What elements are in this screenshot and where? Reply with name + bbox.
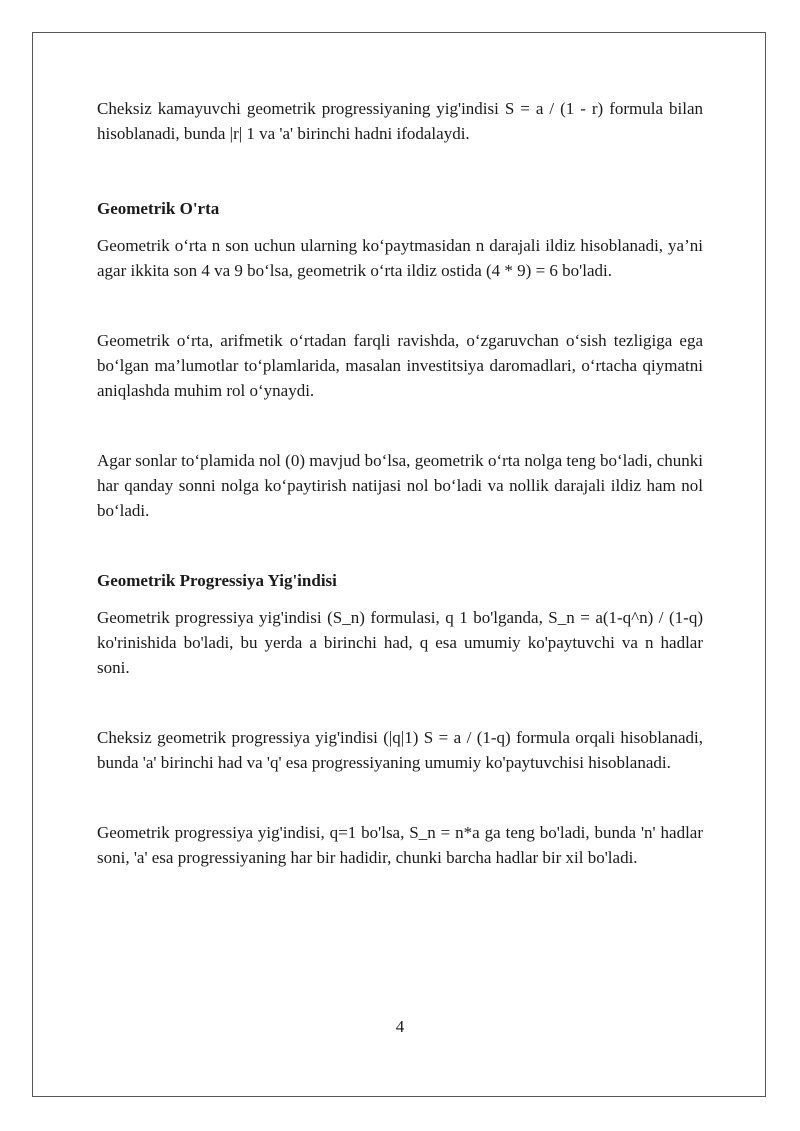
paragraph-finite-sum-formula: Geometrik progressiya yig'indisi (S_n) formulasi, q 1 bo'lganda, S_n = a(1-q^n) / (1-q) ko'rinishida bo'ladi, bu yerda a birinchi had, q esa umumiy ko'paytuvchi va n hadlar soni. xyxy=(97,608,703,677)
document-body xyxy=(97,96,703,870)
paragraph-geometric-mean-definition: Geometrik o‘rta n son uchun ularning ko‘paytmasidan n darajali ildiz hisoblanadi, ya’ni agar ikkita son 4 va 9 bo‘lsa, geometrik o‘rta ildiz ostida (4 * 9) = 6 bo'ladi. xyxy=(97,236,703,280)
heading-progression-sum: Geometrik Progressiya Yig'indisi xyxy=(97,571,337,590)
heading-geometric-mean: Geometrik O'rta xyxy=(97,199,220,218)
paragraph-geometric-mean-usage: Geometrik o‘rta, arifmetik o‘rtadan farqli ravishda, o‘zgaruvchan o‘sish tezligiga ega bo‘lgan ma’lumotlar to‘plamlarida, masalan investitsiya daromadlari, o‘rtacha qiymatni aniqlashda muhim rol o‘ynaydi. xyxy=(97,331,703,400)
paragraph-q-equals-one: Geometrik progressiya yig'indisi, q=1 bo'lsa, S_n = n*a ga teng bo'ladi, bunda 'n' hadlar soni, 'a' esa progressiyaning har bir hadidir, chunki barcha hadlar bir xil bo'ladi. xyxy=(97,823,703,867)
paragraph-infinite-sum: Cheksiz kamayuvchi geometrik progressiyaning yig'indisi S = a / (1 - r) formula bilan hisoblanadi, bunda |r| 1 va 'a' birinchi hadni ifodalaydi. xyxy=(97,99,703,143)
page-number: 4 xyxy=(395,1017,405,1036)
paragraph-infinite-progression-sum: Cheksiz geometrik progressiya yig'indisi (|q|1) S = a / (1-q) formula orqali hisoblanadi, bunda 'a' birinchi had va 'q' esa progressiyaning umumiy ko'paytuvchisi hisoblanadi. xyxy=(97,728,703,772)
paragraph-geometric-mean-zero: Agar sonlar to‘plamida nol (0) mavjud bo‘lsa, geometrik o‘rta nolga teng bo‘ladi, chunki har qanday sonni nolga ko‘paytirish natijasi nol bo‘ladi va nollik darajali ildiz ham nol bo‘ladi. xyxy=(97,451,703,520)
